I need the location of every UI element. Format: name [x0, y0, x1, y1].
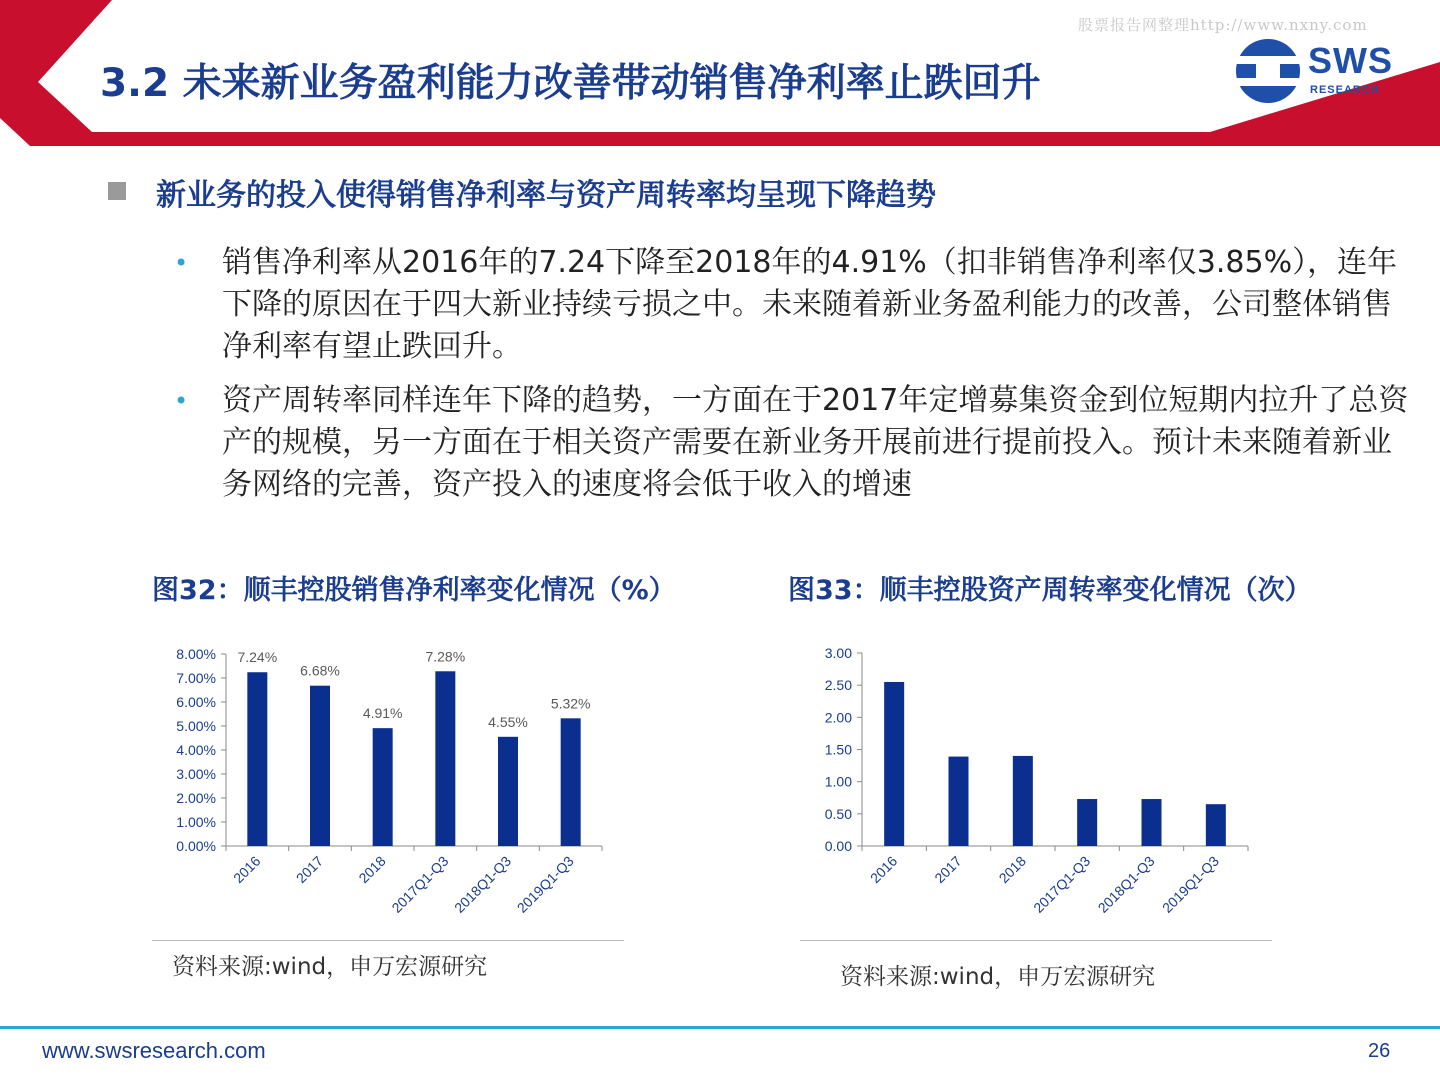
x-tick-label: 2017	[931, 852, 965, 887]
bullet-text: 销售净利率从2016年的7.24下降至2018年的4.91%（扣非销售净利率仅3.85%），连年下降的原因在于四大新业持续亏损之中。未来随着新业务盈利能力的改善，公司整体销售净利率有望止跌回升。	[222, 245, 1398, 364]
footer-divider	[0, 1026, 1440, 1029]
x-tick-label: 2018	[355, 852, 389, 887]
bullet-item	[174, 380, 1414, 506]
page-number: 26	[1368, 1040, 1391, 1062]
y-tick-label: 0.00	[824, 838, 852, 854]
source-divider	[800, 940, 1272, 941]
y-tick-label: 0.00%	[176, 838, 216, 854]
bar	[310, 686, 330, 846]
logo-mark-icon	[1232, 36, 1308, 106]
figure-33-source: 资料来源:wind，申万宏源研究	[840, 964, 1156, 990]
bullet-dot-icon: •	[174, 249, 189, 277]
data-label: 7.28%	[425, 648, 466, 665]
y-tick-label: 6.00%	[176, 694, 216, 710]
bullet-dot-icon: •	[174, 387, 189, 415]
data-label: 7.24%	[237, 649, 278, 666]
x-tick-label: 2018Q1-Q3	[1094, 852, 1158, 916]
logo-subtext: RESEARCH	[1310, 84, 1380, 96]
logo-text: SWS	[1308, 40, 1394, 81]
y-tick-label: 2.00	[824, 709, 852, 726]
data-label: 4.55%	[488, 713, 528, 730]
page-title: 3.2 未来新业务盈利能力改善带动销售净利率止跌回升	[100, 61, 1041, 106]
y-tick-label: 8.00%	[176, 646, 216, 662]
bullet-item	[174, 242, 1414, 368]
bar	[1142, 799, 1162, 846]
section-bullet-icon	[108, 182, 126, 200]
figure-33-caption: 图33：顺丰控股资产周转率变化情况（次）	[788, 575, 1312, 606]
y-tick-label: 3.00%	[176, 766, 216, 782]
x-tick-label: 2017	[292, 852, 327, 887]
data-label: 5.32%	[550, 695, 591, 712]
bar	[884, 682, 904, 846]
asset-turnover-bar-chart	[790, 636, 1260, 936]
bar	[373, 728, 393, 846]
y-tick-label: 2.50	[824, 677, 852, 694]
bar	[1013, 756, 1033, 846]
figure-32-source: 资料来源:wind，申万宏源研究	[172, 954, 488, 980]
x-tick-label: 2018	[995, 852, 1029, 887]
bar	[247, 672, 267, 846]
x-tick-label: 2017Q1-Q3	[388, 852, 452, 916]
bar	[561, 718, 581, 846]
y-tick-label: 1.00	[824, 773, 852, 790]
y-tick-label: 1.00%	[176, 814, 216, 830]
footer-url[interactable]: www.swsresearch.com	[42, 1038, 266, 1063]
x-tick-label: 2017Q1-Q3	[1030, 852, 1094, 916]
data-label: 4.91%	[362, 705, 403, 722]
figure-33-chart	[790, 636, 1260, 940]
bar	[1206, 804, 1226, 846]
bar	[1077, 799, 1097, 846]
y-tick-label: 5.00%	[176, 718, 216, 734]
x-tick-label: 2016	[230, 852, 264, 887]
y-tick-label: 3.00	[824, 645, 852, 661]
sws-logo	[1232, 36, 1412, 106]
watermark: 股票报告网整理http://www.nxny.com	[1078, 16, 1368, 34]
y-tick-label: 2.00%	[176, 790, 216, 806]
y-tick-label: 7.00%	[176, 670, 216, 686]
x-tick-label: 2019Q1-Q3	[1158, 852, 1222, 916]
net-margin-bar-chart	[150, 636, 620, 936]
x-tick-label: 2016	[866, 852, 901, 887]
y-tick-label: 4.00%	[176, 742, 216, 758]
bullet-list	[174, 242, 1414, 518]
bar	[435, 671, 455, 846]
bullet-text: 资产周转率同样连年下降的趋势，一方面在于2017年定增募集资金到位短期内拉升了总资产的规模，另一方面在于相关资产需要在新业务开展前进行提前投入。预计未来随着新业务网络的完善，资产投入的速度将会低于收入的增速	[222, 383, 1409, 502]
x-tick-label: 2019Q1-Q3	[513, 852, 577, 916]
source-divider	[152, 940, 624, 941]
bar	[498, 737, 518, 846]
x-tick-label: 2018Q1-Q3	[451, 852, 515, 916]
figure-32-caption: 图32：顺丰控股销售净利率变化情况（%）	[152, 575, 676, 606]
y-tick-label: 0.50	[824, 805, 852, 822]
figure-32-chart	[150, 636, 620, 940]
bar	[949, 757, 969, 846]
section-heading: 新业务的投入使得销售净利率与资产周转率均呈现下降趋势	[156, 178, 936, 213]
y-tick-label: 1.50	[824, 741, 852, 758]
data-label: 6.68%	[300, 662, 340, 679]
